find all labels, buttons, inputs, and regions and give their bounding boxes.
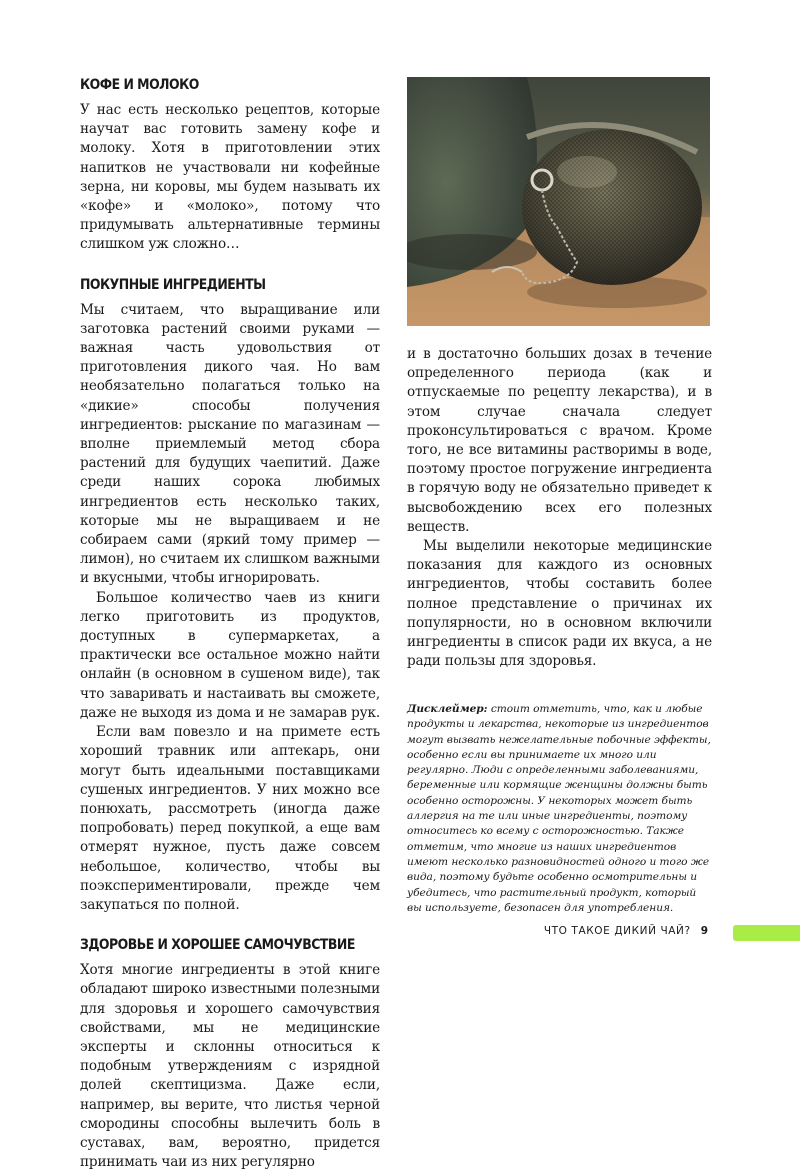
right-column — [407, 345, 712, 671]
running-title: ЧТО ТАКОЕ ДИКИЙ ЧАЙ? — [543, 925, 691, 937]
paragraph-bought-2: Большое количество чаев из книги легко приготовить из продуктов, доступных в супермаркетах, а практически все остальное можно найти онлайн (в основном в сушеном виде), так что заваривать и настаивать вы сможете, даже не выходя из дома и не замарав рук. — [80, 589, 381, 721]
page-footer — [544, 925, 708, 937]
paragraph-health-3: Мы выделили некоторые медицинские показания для каждого из основных ингредиентов, чтобы составить более полное представление о причинах их популярности, но в основном включили ингредиенты в список ради их вкуса, а не ради пользы для здоровья. — [407, 538, 712, 670]
paragraph-coffee-milk: У нас есть несколько рецептов, которые научат вас готовить замену кофе и молоку. Хотя в приготовлении этих напитков не участвовали ни кофейные зерна, ни коровы, мы будем называть их «кофе» и «молоко», потому что придумывать альтернативные термины слишком уж сложно… — [80, 102, 380, 253]
left-column — [80, 75, 380, 1172]
heading-coffee-milk: КОФЕ И МОЛОКО — [80, 77, 199, 93]
paragraph-health-2: и в достаточно больших дозах в течение определенного периода (как и отпускаемые по рецепту лекарства), и в этом случае сначала следует проконсультироваться с врачом. Кроме того, не все витамины растворимы в воде, поэтому простое погружение ингредиента в горячую воду не обязательно приведет к высвобождению всех его полезных веществ. — [407, 346, 712, 535]
heading-bought-ingredients: ПОКУПНЫЕ ИНГРЕДИЕНТЫ — [80, 276, 266, 293]
tea-infuser-photo — [407, 77, 710, 326]
disclaimer-label: Дисклеймер: — [407, 703, 488, 715]
paragraph-bought-1: Мы считаем, что выращивание или заготовка растений своими руками — важная часть удовольствия от приготовления дикого чая. Но вам необязательно полагаться только на «дикие» способы получения ингредиентов: рыскание по магазинам — вполне приемлемый метод сбора растений для будущих чаепитий. Даже среди наших сорока любимых ингредиентов есть несколько таких, которые мы не выращиваем и не собираем сами (яркий тому пример — лимон), но считаем их слишком важными и вкусными, чтобы игнорировать. — [80, 301, 380, 587]
heading-health: ЗДОРОВЬЕ И ХОРОШЕЕ САМОЧУВСТВИЕ — [80, 937, 355, 954]
disclaimer-text: стоит отметить, что, как и любые продукты и лекарства, некоторые из ингредиентов могут вызвать нежелательные побочные эффекты, особенно если вы принимаете их много или регулярно. Люди с определенными заболеваниями, беременные или кормящие женщины должны быть особенно осторожны. У некоторых может быть аллергия на те или иные ингредиенты, поэтому относитесь ко всему с осторожностью. Также отметим, что многие из наших ингредиентов имеют несколько разновидностей одного и того же вида, поэтому будьте особенно осмотрительны и убедитесь, что растительный продукт, который вы используете, безопасен для употребления. — [407, 703, 711, 914]
paragraph-bought-3: Если вам повезло и на примете есть хороший травник или аптекарь, они могут быть идеальными поставщиками сушеных ингредиентов. У них можно все понюхать, рассмотреть (иногда даже попробовать) перед покупкой, а еще вам отмерят нужное, пусть даже совсем небольшое, количество, чтобы вы поэкспериментировали, прежде чем закупаться по полной. — [80, 724, 380, 913]
paragraph-health-1: Хотя многие ингредиенты в этой книге обладают широко известными полезными для здоровья и хорошего самочувствия свойствами, мы не медицинские эксперты и склонны относиться к подобным утверждениям с изрядной долей скептицизма. Даже если, например, вы верите, что листья черной смородины способны вылечить боль в суставах, вам, вероятно, придется принимать чаи из них регулярно — [80, 962, 380, 1171]
page-number: 9 — [700, 925, 708, 937]
chapter-tab-marker — [733, 925, 800, 941]
disclaimer-note — [407, 702, 712, 916]
